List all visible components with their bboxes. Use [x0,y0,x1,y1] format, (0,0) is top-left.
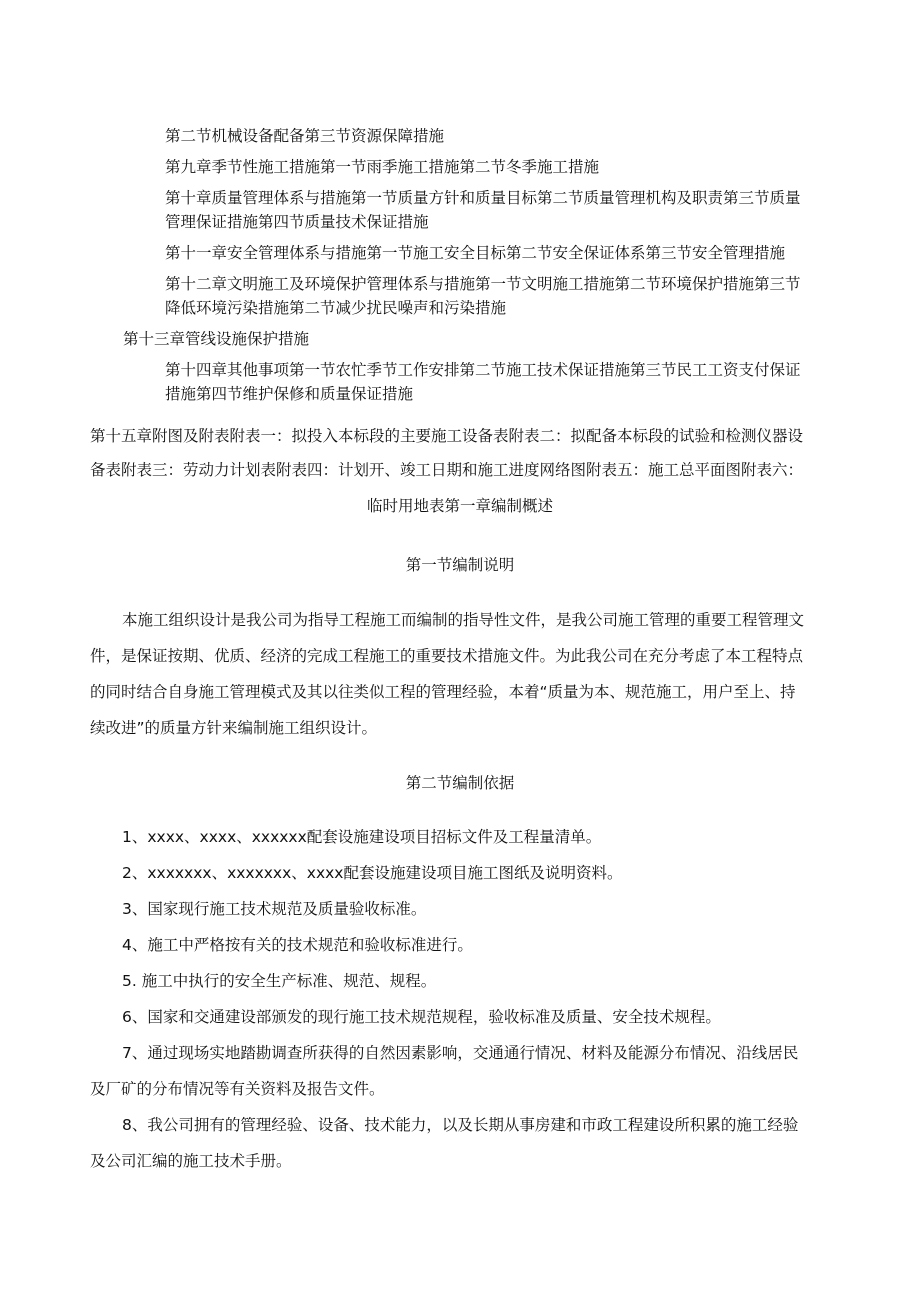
toc-line: 第十二章文明施工及环境保护管理体系与措施第一节文明施工措施第二节环境保护措施第三节 [165,275,801,293]
list-item: 8、我公司拥有的管理经验、设备、技术能力，以及长期从事房建和市政工程建设所积累的施工经验 [122,1116,799,1134]
toc-line: 备表附表三：劳动力计划表附表四：计划开、竣工日期和施工进度网络图附表五：施工总平面图附表六： [90,461,804,479]
list-item-continuation: 及厂矿的分布情况等有关资料及报告文件。 [90,1080,385,1098]
paragraph-line: 件，是保证按期、优质、经济的完成工程施工的重要技术措施文件。为此我公司在充分考虑了本工程特点 [90,647,804,665]
toc-line: 降低环境污染措施第二节减少扰民噪声和污染措施 [165,299,507,317]
list-item-continuation: 及公司汇编的施工技术手册。 [90,1152,292,1170]
list-item: 3、国家现行施工技术规范及质量验收标准。 [122,900,427,918]
toc-line: 第十四章其他事项第一节农忙季节工作安排第二节施工技术保证措施第三节民工工资支付保证 [165,361,801,379]
list-item: 6、国家和交通建设部颁发的现行施工技术规范规程，验收标准及质量、安全技术规程。 [122,1008,721,1026]
list-item: 4、施工中严格按有关的技术规范和验收标准进行。 [122,936,473,954]
toc-line: 第十章质量管理体系与措施第一节质量方针和质量目标第二节质量管理机构及职责第三节质量 [165,189,801,207]
toc-line: 临时用地表第一章编制概述 [366,497,553,515]
paragraph-line: 续改进”的质量方针来编制施工组织设计。 [90,719,378,737]
list-item: 2、xxxxxxx、xxxxxxx、xxxx配套设施建设项目施工图纸及说明资料。 [122,864,623,882]
paragraph-line: 的同时结合自身施工管理模式及其以往类似工程的管理经验，本着“质量为本、规范施工，用户至上、持 [90,683,796,701]
toc-line: 管理保证措施第四节质量技术保证措施 [165,213,429,231]
toc-line: 第九章季节性施工措施第一节雨季施工措施第二节冬季施工措施 [165,158,600,176]
toc-line: 措施第四节维护保修和质量保证措施 [165,385,414,403]
list-item: 7、通过现场实地踏勘调查所获得的自然因素影响，交通通行情况、材料及能源分布情况、沿线居民 [122,1044,799,1062]
toc-line: 第十三章管线设施保护措施 [123,330,310,348]
toc-line: 第十五章附图及附表附表一：拟投入本标段的主要施工设备表附表二：拟配备本标段的试验和检测仪器设 [90,427,804,445]
paragraph-line: 本施工组织设计是我公司为指导工程施工而编制的指导性文件，是我公司施工管理的重要工程管理文 [122,611,805,629]
toc-line: 第二节机械设备配备第三节资源保障措施 [165,127,445,145]
section-title: 第二节编制依据 [405,774,515,792]
list-item: 5. 施工中执行的安全生产标准、规范、规程。 [122,972,437,990]
section-title: 第一节编制说明 [405,556,515,574]
list-item: 1、xxxx、xxxx、xxxxxx配套设施建设项目招标文件及工程量清单。 [122,828,602,846]
toc-line: 第十一章安全管理体系与措施第一节施工安全目标第二节安全保证体系第三节安全管理措施 [165,244,786,262]
